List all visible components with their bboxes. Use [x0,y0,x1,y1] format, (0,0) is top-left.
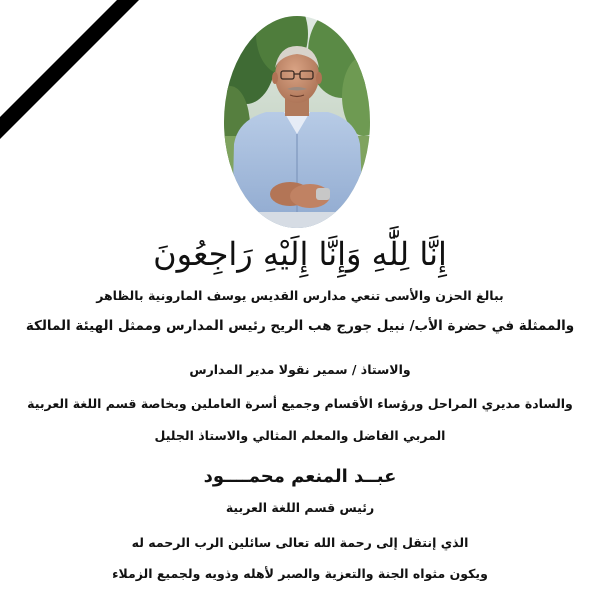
representative-line: والممثلة في حضرة الأب/ نبيل جورج هب الريح رئيس المدارس وممثل الهيئة المالكة [25,318,575,334]
director-line: والاستاذ / سمير نقولا مدير المدارس [189,362,411,377]
mourning-ribbon-icon [0,0,160,160]
prayer-line: الذي إنتقل إلى رحمة الله تعالى سائلين الرب الرحمه له [131,535,469,550]
tribute-line: المربي الفاضل والمعلم المثالي والاستاذ الجليل [154,428,446,443]
announcement-line: ببالغ الحزن والأسى تنعي مدارس القديس يوسف المارونية بالظاهر [96,288,504,303]
quran-verse: إِنَّا لِلَّٰهِ وَإِنَّا إِلَيْهِ رَاجِعُونَ [153,235,447,273]
deceased-portrait [224,16,370,228]
deceased-name: عبــد المنعم محمــــود [203,466,397,487]
deceased-title: رئيس قسم اللغة العربية [225,500,375,515]
condolence-line: ويكون مثواه الجنة والتعزية والصبر لأهله وذويه ولجميع الزملاء [112,566,488,581]
staff-line: والسادة مديري المراحل ورؤساء الأقسام وجميع أسرة العاملين وبخاصة قسم اللغة العربية [27,396,573,411]
